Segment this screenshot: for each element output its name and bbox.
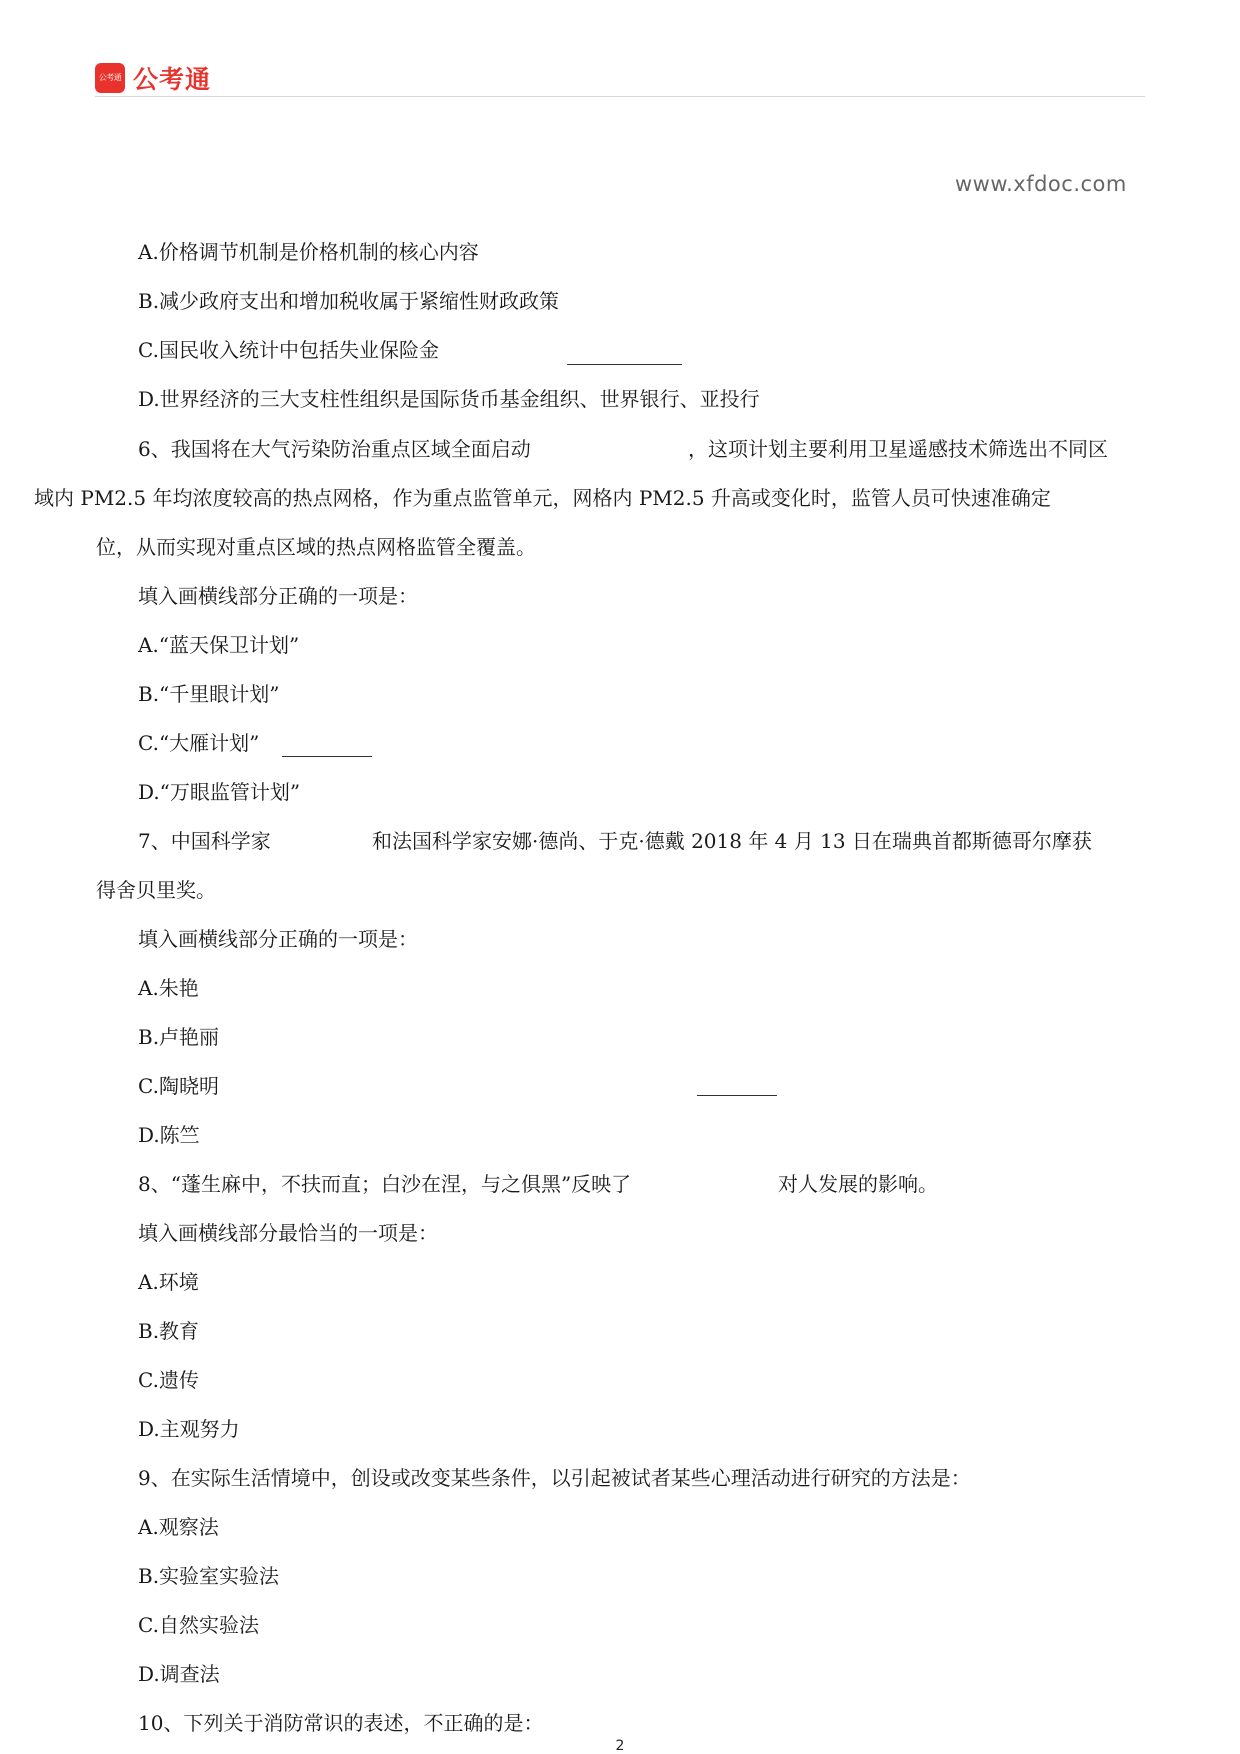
q6-prompt: 填入画横线部分正确的一项是： xyxy=(138,584,418,608)
q7-option-c: C.陶晓明 xyxy=(138,1074,219,1098)
q8-stem-part1: 8、“蓬生麻中，不扶而直；白沙在涅，与之俱黑”反映了 xyxy=(138,1172,632,1196)
q8-stem-part2: 对人发展的影响。 xyxy=(778,1172,938,1196)
site-url: www.xfdoc.com xyxy=(955,172,1127,196)
q6-option-c: C.“大雁计划” xyxy=(138,731,260,755)
page-number: 2 xyxy=(615,1738,625,1754)
q7-prompt: 填入画横线部分正确的一项是： xyxy=(138,927,418,951)
q5-option-c: C.国民收入统计中包括失业保险金 xyxy=(138,338,439,362)
q8-option-a: A.环境 xyxy=(138,1270,199,1294)
q8-option-c: C.遗传 xyxy=(138,1368,199,1392)
q7-stem-line2: 得舍贝里奖。 xyxy=(96,878,216,902)
q6-stem-line3: 位，从而实现对重点区域的热点网格监管全覆盖。 xyxy=(96,535,536,559)
q7-stem-part2: 和法国科学家安娜·德尚、于克·德戴 2018 年 4 月 13 日在瑞典首都斯德哥尔摩获 xyxy=(372,829,1092,853)
underline-blank xyxy=(282,756,372,757)
q7-stem-part1: 7、中国科学家 xyxy=(138,829,271,853)
logo xyxy=(95,60,211,96)
q5-option-d: D.世界经济的三大支柱性组织是国际货币基金组织、世界银行、亚投行 xyxy=(138,387,760,411)
q6-stem-part2: ，这项计划主要利用卫星遥感技术筛选出不同区 xyxy=(688,437,1108,461)
q7-option-a: A.朱艳 xyxy=(138,976,199,1000)
q8-prompt: 填入画横线部分最恰当的一项是： xyxy=(138,1221,438,1245)
header-divider xyxy=(95,96,1145,97)
q9-option-d: D.调查法 xyxy=(138,1662,220,1686)
q9-option-c: C.自然实验法 xyxy=(138,1613,259,1637)
q6-option-a: A.“蓝天保卫计划” xyxy=(138,633,300,657)
q8-option-b: B.教育 xyxy=(138,1319,200,1343)
q6-stem-line2: 域内 PM2.5 年均浓度较高的热点网格，作为重点监管单元，网格内 PM2.5 升高或变化时，监管人员可快速准确定 xyxy=(34,486,1051,510)
underline-blank xyxy=(697,1095,777,1096)
q7-option-d: D.陈竺 xyxy=(138,1123,200,1147)
q9-stem: 9、在实际生活情境中，创设或改变某些条件，以引起被试者某些心理活动进行研究的方法是： xyxy=(138,1466,971,1490)
q6-option-d: D.“万眼监管计划” xyxy=(138,780,301,804)
logo-text: 公考通 xyxy=(133,65,212,94)
q9-option-a: A.观察法 xyxy=(138,1515,219,1539)
underline-blank xyxy=(567,364,682,365)
q6-stem-part1: 6、我国将在大气污染防治重点区域全面启动 xyxy=(138,437,531,461)
q10-stem: 10、下列关于消防常识的表述，不正确的是： xyxy=(138,1711,544,1735)
q9-option-b: B.实验室实验法 xyxy=(138,1564,280,1588)
q8-option-d: D.主观努力 xyxy=(138,1417,240,1441)
q5-option-b: B.减少政府支出和增加税收属于紧缩性财政政策 xyxy=(138,289,560,313)
q5-option-a: A.价格调节机制是价格机制的核心内容 xyxy=(138,240,479,264)
logo-badge-icon: 公考通 xyxy=(95,63,125,93)
q6-option-b: B.“千里眼计划” xyxy=(138,682,280,706)
q7-option-b: B.卢艳丽 xyxy=(138,1025,220,1049)
